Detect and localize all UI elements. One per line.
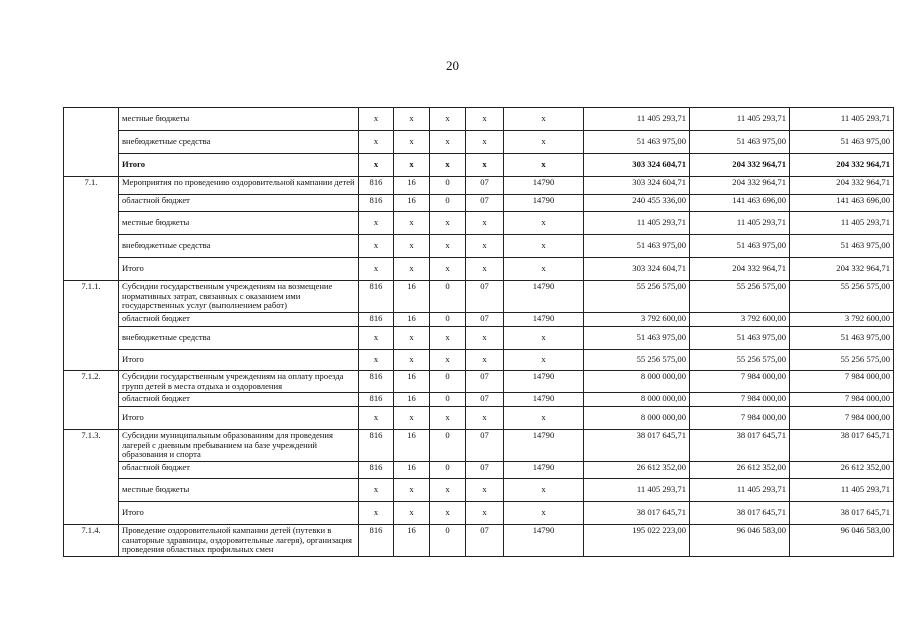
code-cell: 816 xyxy=(359,525,394,557)
code-cell: x xyxy=(430,326,466,349)
code-cell: x xyxy=(394,407,430,430)
code-cell: x xyxy=(359,502,394,525)
code-cell: 07 xyxy=(466,430,504,462)
amount-cell: 38 017 645,71 xyxy=(584,502,690,525)
code-cell: 16 xyxy=(394,312,430,326)
amount-cell: 11 405 293,71 xyxy=(584,108,690,131)
amount-cell: 51 463 975,00 xyxy=(790,326,894,349)
amount-cell: 11 405 293,71 xyxy=(790,212,894,235)
code-cell: x xyxy=(466,479,504,502)
amount-cell: 11 405 293,71 xyxy=(790,479,894,502)
amount-cell: 204 332 964,71 xyxy=(690,258,790,281)
amount-cell: 26 612 352,00 xyxy=(690,462,790,479)
amount-cell: 51 463 975,00 xyxy=(584,235,690,258)
code-cell: x xyxy=(430,108,466,131)
code-cell: x xyxy=(359,131,394,154)
row-name-cell: внебюджетные средства xyxy=(119,131,359,154)
table-row xyxy=(64,108,894,131)
code-cell: 14790 xyxy=(504,525,584,557)
code-cell: 816 xyxy=(359,312,394,326)
table-row-total xyxy=(64,407,894,430)
code-cell: x xyxy=(430,479,466,502)
code-cell: 14790 xyxy=(504,462,584,479)
row-name-cell: внебюджетные средства xyxy=(119,235,359,258)
code-cell: 816 xyxy=(359,370,394,392)
table-row xyxy=(64,235,894,258)
row-number-cell: 7.1. xyxy=(64,177,119,281)
row-name-cell: Субсидии государственным учреждениям на возмещение нормативных затрат, связанных с оказанием ими государственных услуг (выполнением работ) xyxy=(119,281,359,313)
code-cell: 07 xyxy=(466,195,504,212)
code-cell: 14790 xyxy=(504,430,584,462)
code-cell: x xyxy=(430,407,466,430)
code-cell: 07 xyxy=(466,393,504,407)
table-row xyxy=(64,281,894,313)
amount-cell: 7 984 000,00 xyxy=(690,370,790,392)
code-cell: x xyxy=(504,108,584,131)
row-name-cell: Субсидии государственным учреждениям на оплату проезда групп детей в места отдыха и оздоровления xyxy=(119,370,359,392)
code-cell: x xyxy=(504,131,584,154)
code-cell: x xyxy=(504,258,584,281)
code-cell: x xyxy=(430,131,466,154)
code-cell: 0 xyxy=(430,281,466,313)
code-cell: x xyxy=(504,407,584,430)
table-row xyxy=(64,479,894,502)
amount-cell: 26 612 352,00 xyxy=(790,462,894,479)
amount-cell: 204 332 964,71 xyxy=(790,258,894,281)
code-cell: x xyxy=(504,154,584,177)
code-cell: x xyxy=(504,326,584,349)
amount-cell: 96 046 583,00 xyxy=(690,525,790,557)
amount-cell: 3 792 600,00 xyxy=(690,312,790,326)
code-cell: 16 xyxy=(394,177,430,195)
code-cell: 0 xyxy=(430,177,466,195)
amount-cell: 38 017 645,71 xyxy=(584,430,690,462)
row-name-cell: местные бюджеты xyxy=(119,212,359,235)
code-cell: x xyxy=(394,154,430,177)
code-cell: x xyxy=(359,258,394,281)
table-row xyxy=(64,131,894,154)
row-name-cell: Итого xyxy=(119,258,359,281)
table-row-total xyxy=(64,154,894,177)
code-cell: 07 xyxy=(466,462,504,479)
amount-cell: 51 463 975,00 xyxy=(790,131,894,154)
row-name-cell: местные бюджеты xyxy=(119,479,359,502)
amount-cell: 7 984 000,00 xyxy=(790,407,894,430)
amount-cell: 55 256 575,00 xyxy=(690,349,790,370)
code-cell: 816 xyxy=(359,177,394,195)
code-cell: x xyxy=(504,235,584,258)
row-name-cell: Итого xyxy=(119,502,359,525)
code-cell: x xyxy=(430,154,466,177)
table-row-total xyxy=(64,349,894,370)
code-cell: x xyxy=(430,258,466,281)
row-name-cell: местные бюджеты xyxy=(119,108,359,131)
code-cell: 14790 xyxy=(504,195,584,212)
amount-cell: 38 017 645,71 xyxy=(790,502,894,525)
amount-cell: 11 405 293,71 xyxy=(584,212,690,235)
code-cell: x xyxy=(466,154,504,177)
amount-cell: 303 324 604,71 xyxy=(584,258,690,281)
table-row xyxy=(64,430,894,462)
row-name-cell: Итого xyxy=(119,154,359,177)
code-cell: 16 xyxy=(394,281,430,313)
amount-cell: 51 463 975,00 xyxy=(584,326,690,349)
amount-cell: 11 405 293,71 xyxy=(690,108,790,131)
code-cell: 16 xyxy=(394,430,430,462)
code-cell: x xyxy=(394,108,430,131)
table-row xyxy=(64,393,894,407)
table-row xyxy=(64,212,894,235)
amount-cell: 7 984 000,00 xyxy=(790,370,894,392)
code-cell: x xyxy=(466,326,504,349)
code-cell: 816 xyxy=(359,195,394,212)
code-cell: x xyxy=(394,258,430,281)
amount-cell: 11 405 293,71 xyxy=(690,479,790,502)
row-name-cell: областной бюджет xyxy=(119,195,359,212)
code-cell: x xyxy=(359,108,394,131)
code-cell: x xyxy=(359,154,394,177)
amount-cell: 303 324 604,71 xyxy=(584,177,690,195)
amount-cell: 55 256 575,00 xyxy=(690,281,790,313)
code-cell: 16 xyxy=(394,393,430,407)
code-cell: 14790 xyxy=(504,281,584,313)
code-cell: x xyxy=(504,502,584,525)
code-cell: x xyxy=(359,407,394,430)
code-cell: x xyxy=(430,502,466,525)
code-cell: 14790 xyxy=(504,177,584,195)
row-name-cell: Проведение оздоровительной кампании детей (путевки в санаторные здравницы, оздоровительные лагеря), организация проведения областных профильных смен xyxy=(119,525,359,557)
code-cell: x xyxy=(466,235,504,258)
code-cell: 816 xyxy=(359,430,394,462)
code-cell: 16 xyxy=(394,195,430,212)
amount-cell: 11 405 293,71 xyxy=(584,479,690,502)
amount-cell: 55 256 575,00 xyxy=(790,349,894,370)
code-cell: 0 xyxy=(430,525,466,557)
code-cell: x xyxy=(394,479,430,502)
amount-cell: 8 000 000,00 xyxy=(584,393,690,407)
code-cell: 0 xyxy=(430,430,466,462)
code-cell: x xyxy=(466,349,504,370)
amount-cell: 38 017 645,71 xyxy=(690,430,790,462)
row-name-cell: Итого xyxy=(119,407,359,430)
code-cell: x xyxy=(466,258,504,281)
code-cell: x xyxy=(504,349,584,370)
row-name-cell: Мероприятия по проведению оздоровительной кампании детей xyxy=(119,177,359,195)
amount-cell: 8 000 000,00 xyxy=(584,407,690,430)
row-name-cell: Субсидии муниципальным образованиям для проведения лагерей с дневным пребыванием на базе учреждений образования и спорта xyxy=(119,430,359,462)
amount-cell: 51 463 975,00 xyxy=(690,131,790,154)
row-number-cell: 7.1.4. xyxy=(64,525,119,557)
amount-cell: 7 984 000,00 xyxy=(690,407,790,430)
row-name-cell: областной бюджет xyxy=(119,312,359,326)
code-cell: 14790 xyxy=(504,312,584,326)
code-cell: x xyxy=(394,212,430,235)
code-cell: 0 xyxy=(430,393,466,407)
code-cell: x xyxy=(394,131,430,154)
code-cell: x xyxy=(359,349,394,370)
amount-cell: 204 332 964,71 xyxy=(690,177,790,195)
code-cell: 816 xyxy=(359,281,394,313)
table-row-total xyxy=(64,258,894,281)
amount-cell: 38 017 645,71 xyxy=(790,430,894,462)
amount-cell: 26 612 352,00 xyxy=(584,462,690,479)
amount-cell: 141 463 696,00 xyxy=(690,195,790,212)
code-cell: x xyxy=(394,235,430,258)
table-row-total xyxy=(64,502,894,525)
amount-cell: 51 463 975,00 xyxy=(584,131,690,154)
code-cell: x xyxy=(430,235,466,258)
code-cell: x xyxy=(466,407,504,430)
amount-cell: 51 463 975,00 xyxy=(790,235,894,258)
amount-cell: 38 017 645,71 xyxy=(690,502,790,525)
amount-cell: 195 022 223,00 xyxy=(584,525,690,557)
row-number-cell xyxy=(64,108,119,177)
code-cell: x xyxy=(359,212,394,235)
code-cell: x xyxy=(394,349,430,370)
code-cell: 0 xyxy=(430,462,466,479)
amount-cell: 8 000 000,00 xyxy=(584,370,690,392)
code-cell: 07 xyxy=(466,312,504,326)
row-name-cell: областной бюджет xyxy=(119,462,359,479)
row-number-cell: 7.1.1. xyxy=(64,281,119,371)
row-number-cell: 7.1.2. xyxy=(64,370,119,429)
code-cell: 14790 xyxy=(504,370,584,392)
code-cell: 07 xyxy=(466,177,504,195)
code-cell: x xyxy=(359,235,394,258)
code-cell: 0 xyxy=(430,370,466,392)
amount-cell: 141 463 696,00 xyxy=(790,195,894,212)
amount-cell: 11 405 293,71 xyxy=(690,212,790,235)
amount-cell: 303 324 604,71 xyxy=(584,154,690,177)
amount-cell: 51 463 975,00 xyxy=(690,326,790,349)
amount-cell: 7 984 000,00 xyxy=(690,393,790,407)
amount-cell: 51 463 975,00 xyxy=(690,235,790,258)
code-cell: 07 xyxy=(466,370,504,392)
code-cell: x xyxy=(359,326,394,349)
code-cell: 16 xyxy=(394,370,430,392)
amount-cell: 3 792 600,00 xyxy=(584,312,690,326)
code-cell: x xyxy=(359,479,394,502)
amount-cell: 55 256 575,00 xyxy=(584,281,690,313)
amount-cell: 3 792 600,00 xyxy=(790,312,894,326)
code-cell: x xyxy=(466,131,504,154)
page-number: 20 xyxy=(446,58,459,73)
row-name-cell: областной бюджет xyxy=(119,393,359,407)
amount-cell: 11 405 293,71 xyxy=(790,108,894,131)
table-row xyxy=(64,370,894,392)
code-cell: x xyxy=(466,108,504,131)
code-cell: x xyxy=(504,479,584,502)
table-row xyxy=(64,326,894,349)
code-cell: x xyxy=(394,502,430,525)
code-cell: x xyxy=(504,212,584,235)
code-cell: x xyxy=(466,502,504,525)
code-cell: x xyxy=(430,212,466,235)
code-cell: 14790 xyxy=(504,393,584,407)
code-cell: x xyxy=(394,326,430,349)
code-cell: x xyxy=(430,349,466,370)
amount-cell: 55 256 575,00 xyxy=(584,349,690,370)
row-name-cell: Итого xyxy=(119,349,359,370)
table-row xyxy=(64,525,894,557)
code-cell: x xyxy=(466,212,504,235)
code-cell: 16 xyxy=(394,462,430,479)
row-name-cell: внебюджетные средства xyxy=(119,326,359,349)
amount-cell: 204 332 964,71 xyxy=(790,154,894,177)
table-row xyxy=(64,462,894,479)
budget-table xyxy=(63,107,894,557)
code-cell: 07 xyxy=(466,525,504,557)
code-cell: 16 xyxy=(394,525,430,557)
table-row xyxy=(64,177,894,195)
row-number-cell: 7.1.3. xyxy=(64,430,119,525)
amount-cell: 96 046 583,00 xyxy=(790,525,894,557)
table-row xyxy=(64,312,894,326)
amount-cell: 240 455 336,00 xyxy=(584,195,690,212)
amount-cell: 204 332 964,71 xyxy=(690,154,790,177)
amount-cell: 7 984 000,00 xyxy=(790,393,894,407)
code-cell: 816 xyxy=(359,462,394,479)
code-cell: 07 xyxy=(466,281,504,313)
code-cell: 0 xyxy=(430,312,466,326)
amount-cell: 204 332 964,71 xyxy=(790,177,894,195)
table-row xyxy=(64,195,894,212)
amount-cell: 55 256 575,00 xyxy=(790,281,894,313)
code-cell: 816 xyxy=(359,393,394,407)
code-cell: 0 xyxy=(430,195,466,212)
